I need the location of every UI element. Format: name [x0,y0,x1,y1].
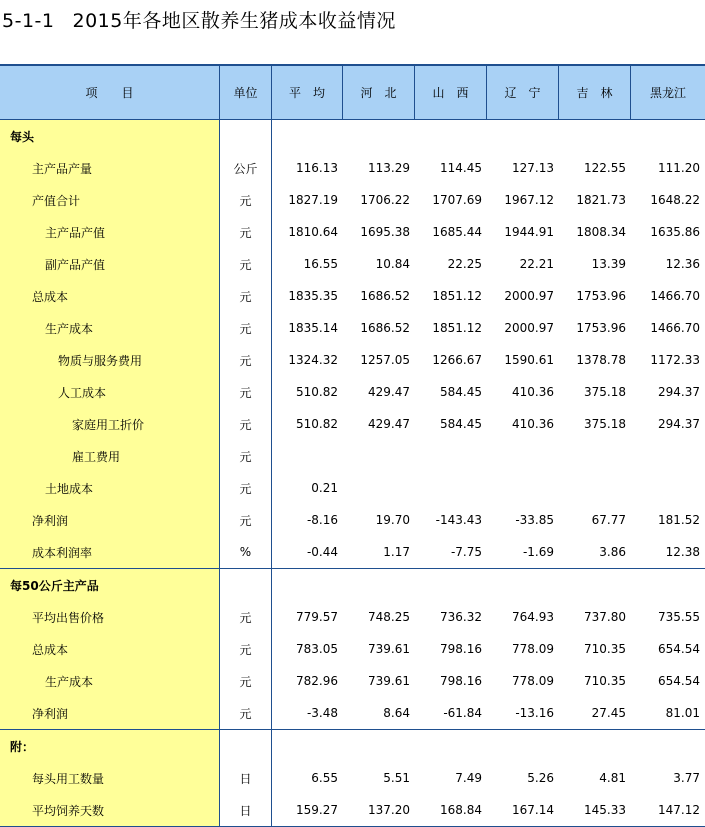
value-cell: 181.52 [658,513,700,527]
value-cell: 764.93 [512,610,554,624]
page-title [2,6,396,33]
value-columns [272,120,705,568]
value-cell: 1324.32 [288,353,338,367]
unit-column [220,120,272,568]
value-cell: 429.47 [368,417,410,431]
value-cell: 510.82 [296,417,338,431]
value-cell: 782.96 [296,674,338,688]
value-columns [272,569,705,729]
value-cell: 1706.22 [360,193,410,207]
value-cell: -3.48 [306,706,338,720]
value-cell: 1686.52 [360,289,410,303]
value-cell: 81.01 [665,706,700,720]
value-cell: 1648.22 [650,193,700,207]
table-row [272,601,705,633]
value-cell: 145.33 [584,803,626,817]
value-cell: -0.44 [306,545,338,559]
table-row [272,152,705,184]
row-label-column [0,730,220,826]
value-cell: 168.84 [440,803,482,817]
value-cell: 1810.64 [288,225,338,239]
row-label-column [0,120,220,568]
value-cell: 375.18 [584,417,626,431]
header-item: 项 目 [0,66,220,119]
section-heading: 每50公斤主产品 [10,578,99,593]
table-row [272,120,705,152]
value-cell: 654.54 [658,642,700,656]
row-label: 土地成本 [45,481,94,496]
value-cell: 27.45 [591,706,626,720]
table-row [272,184,705,216]
row-label: 雇工费用 [72,449,121,464]
value-cell: 783.05 [296,642,338,656]
value-cell: 735.55 [658,610,700,624]
header-col-heilongjiang: 黑龙江 [649,86,686,100]
value-cell: 710.35 [584,642,626,656]
value-cell: -13.16 [515,706,554,720]
row-label: 成本利润率 [32,545,93,560]
value-cell: 2000.97 [504,321,554,335]
row-label: 产值合计 [32,193,81,208]
value-cell: 137.20 [368,803,410,817]
value-cell: 748.25 [368,610,410,624]
value-cell: 1466.70 [650,289,700,303]
table-row [272,762,705,794]
value-cell: 778.09 [512,642,554,656]
header-col-shanxi: 山 西 [415,66,487,119]
value-cell: -1.69 [522,545,554,559]
value-cell: 1.17 [383,545,410,559]
value-cell: 147.12 [658,803,700,817]
section-heading: 附： [10,739,35,754]
value-cell: 167.14 [512,803,554,817]
value-cell: 294.37 [658,385,700,399]
header-col-hebei: 河 北 [343,66,415,119]
value-cell: 1686.52 [360,321,410,335]
row-label: 平均饲养天数 [32,803,105,818]
row-unit: 元 [239,289,252,304]
table-section [0,569,705,730]
row-unit: 元 [239,321,252,336]
header-unit: 单位 [220,66,272,119]
value-cell: 6.55 [311,771,338,785]
table-row [272,248,705,280]
value-cell: 10.84 [375,257,410,271]
row-unit: 元 [239,225,252,240]
value-cell: 3.86 [599,545,626,559]
row-unit: 元 [239,513,252,528]
value-cell: 739.61 [368,674,410,688]
row-unit: 元 [239,610,252,625]
value-cell: 113.29 [368,161,410,175]
value-cell: 1466.70 [650,321,700,335]
value-cell: 16.55 [303,257,338,271]
value-cell: 737.80 [584,610,626,624]
value-cell: 1944.91 [504,225,554,239]
table-row [272,794,705,826]
table-row [272,504,705,536]
value-cell: 584.45 [440,385,482,399]
value-cell: 1266.67 [432,353,482,367]
value-cell: 67.77 [591,513,626,527]
value-cell: 1835.14 [288,321,338,335]
value-cell: 375.18 [584,385,626,399]
unit-column [220,730,272,826]
value-cell: 1695.38 [360,225,410,239]
value-cell: -8.16 [306,513,338,527]
value-cell: -33.85 [515,513,554,527]
row-unit: 元 [239,674,252,689]
table-row [272,472,705,504]
value-cell: 0.21 [311,481,338,495]
row-label: 每头用工数量 [32,771,105,786]
row-label: 主产品产量 [32,161,93,176]
row-label: 主产品产值 [45,225,106,240]
value-cell: 584.45 [440,417,482,431]
table-row [272,376,705,408]
row-unit: 元 [239,193,252,208]
table-row [272,280,705,312]
row-unit [220,569,271,601]
row-unit: 元 [239,449,252,464]
table-row [272,312,705,344]
value-cell: 159.27 [296,803,338,817]
table-section [0,120,705,569]
table-row [272,344,705,376]
value-cell: 19.70 [375,513,410,527]
value-cell: 710.35 [584,674,626,688]
value-cell: 1590.61 [504,353,554,367]
table-title: 2015年各地区散养生猪成本收益情况 [72,10,396,32]
row-unit: 元 [239,385,252,400]
row-label: 人工成本 [58,385,107,400]
header-col-liaoning: 辽 宁 [487,66,559,119]
section-heading: 每头 [10,129,35,144]
value-cell: 2000.97 [504,289,554,303]
table-row [272,730,705,762]
table-row [272,569,705,601]
table-row [272,633,705,665]
value-cell: -7.75 [450,545,482,559]
row-unit: 元 [239,417,252,432]
value-cell: -143.43 [435,513,482,527]
header-col-jilin: 吉 林 [559,66,631,119]
row-label: 生产成本 [45,321,94,336]
value-cell: 779.57 [296,610,338,624]
row-label: 物质与服务费用 [58,353,143,368]
value-cell: 1967.12 [504,193,554,207]
row-label: 生产成本 [45,674,94,689]
unit-column [220,569,272,729]
row-unit [220,120,271,152]
value-cell: 736.32 [440,610,482,624]
value-cell: 1257.05 [360,353,410,367]
value-cell: 294.37 [658,417,700,431]
value-cell: 3.77 [673,771,700,785]
value-cell: 1707.69 [432,193,482,207]
value-cell: 798.16 [440,642,482,656]
row-unit: 元 [239,642,252,657]
value-cell: 1835.35 [288,289,338,303]
header-col-average: 平 均 [272,66,343,119]
value-cell: 510.82 [296,385,338,399]
value-cell: 22.25 [447,257,482,271]
value-cell: 654.54 [658,674,700,688]
value-cell: 122.55 [584,161,626,175]
table-row [272,440,705,472]
value-cell: 1851.12 [432,321,482,335]
value-cell: 1821.73 [576,193,626,207]
value-cell: 114.45 [440,161,482,175]
value-cell: 778.09 [512,674,554,688]
row-label: 净利润 [32,513,69,528]
value-cell: 4.81 [599,771,626,785]
table-row [272,536,705,568]
row-unit: 元 [239,257,252,272]
row-label: 副产品产值 [45,257,106,272]
value-cell: 1635.86 [650,225,700,239]
value-cell: 1808.34 [576,225,626,239]
value-cell: 8.64 [383,706,410,720]
row-unit: 日 [239,771,252,786]
row-unit: 元 [239,481,252,496]
value-cell: 1378.78 [576,353,626,367]
value-cell: 12.36 [665,257,700,271]
row-label: 净利润 [32,706,69,721]
value-cell: 1685.44 [432,225,482,239]
value-cell: 127.13 [512,161,554,175]
value-cell: 739.61 [368,642,410,656]
table-section [0,730,705,827]
row-label: 总成本 [32,642,69,657]
value-cell: 798.16 [440,674,482,688]
row-unit: 公斤 [233,161,258,176]
value-columns [272,730,705,826]
table-row [272,216,705,248]
value-cell: 22.21 [519,257,554,271]
value-cell: 13.39 [591,257,626,271]
table-code: 5-1-1 [2,10,55,32]
row-unit: 元 [239,353,252,368]
value-cell: 410.36 [512,385,554,399]
row-label: 平均出售价格 [32,610,105,625]
value-cell: 7.49 [455,771,482,785]
value-cell: -61.84 [443,706,482,720]
table-row [272,408,705,440]
value-cell: 1172.33 [650,353,700,367]
value-cell: 1753.96 [576,289,626,303]
row-label-column [0,569,220,729]
value-cell: 111.20 [658,161,700,175]
value-cell: 1753.96 [576,321,626,335]
table-row [272,665,705,697]
value-cell: 116.13 [296,161,338,175]
value-cell: 5.51 [383,771,410,785]
value-cell: 5.26 [527,771,554,785]
data-table [0,64,705,827]
value-cell: 1851.12 [432,289,482,303]
row-unit: 元 [239,706,252,721]
value-cell: 1827.19 [288,193,338,207]
row-label: 家庭用工折价 [72,417,145,432]
row-unit [220,730,271,762]
value-cell: 429.47 [368,385,410,399]
row-label: 总成本 [32,289,69,304]
value-cell: 12.38 [665,545,700,559]
row-unit: % [239,545,252,559]
table-row [272,697,705,729]
table-header [0,64,705,120]
value-cell: 410.36 [512,417,554,431]
row-unit: 日 [239,803,252,818]
